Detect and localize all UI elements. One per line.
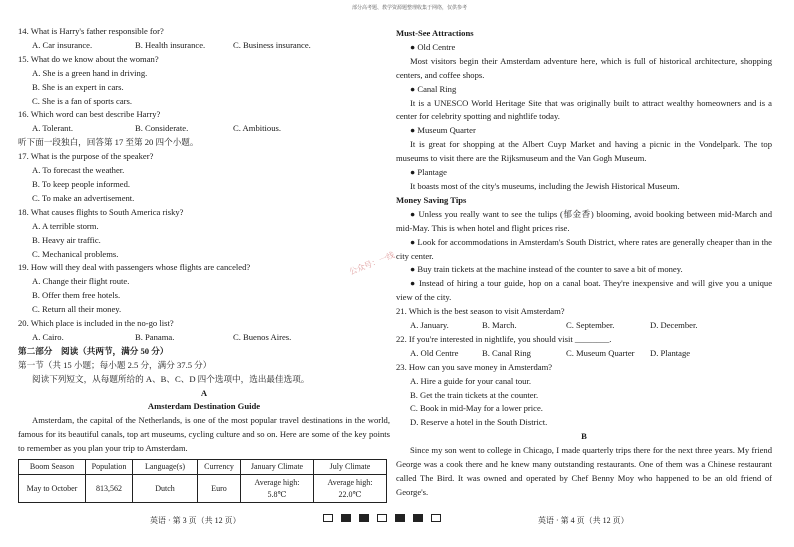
q16-option-a: A. Tolerant. xyxy=(32,123,74,134)
q22-option-a: A. Old Centre xyxy=(410,347,459,358)
q20-option-a: A. Cairo. xyxy=(32,331,64,342)
q23-option-d: D. Reserve a hotel in the South District. xyxy=(410,417,548,428)
q17-stem: 17. What is the purpose of the speaker? xyxy=(18,151,154,162)
table-header-population: Population xyxy=(86,460,133,475)
marker-square xyxy=(395,514,405,522)
attractions-heading: Must-See Attractions xyxy=(396,28,474,38)
q23-option-b: B. Get the train tickets at the counter. xyxy=(410,389,539,400)
q19-stem: 19. How will they deal with passengers whose flights are canceled? xyxy=(18,262,251,273)
table-cell-season: May to October xyxy=(19,475,86,503)
attraction-bullet: ● Canal Ring xyxy=(410,83,457,94)
attraction-desc: It is great for shopping at the Albert Cuyp Market and having a picnic in the Vondelpark. The top museums to visit there are the Rijksmuseum and the Van Gogh Museum. xyxy=(396,139,772,164)
tip-item: ● Unless you really want to see the tulips (郁金香) blooming, avoid booking between mid-March and mid-May. This is when hotel and flight prices rise. xyxy=(396,208,772,233)
marker-square xyxy=(413,514,423,522)
city-facts-table xyxy=(18,459,387,503)
q20-stem: 20. Which place is included in the no-go list? xyxy=(18,318,174,329)
passage-b-text: Since my son went to college in Chicago, I made quarterly trips there for the next three years. My friend George was a cook there and he knew many outstanding restaurants. One of them was a Chinese restaurant called The Bird. It was owned and operated by Chef Benny Moy who happened to be an old friend of George's. xyxy=(396,445,772,497)
q20-option-b: B. Panama. xyxy=(135,331,175,342)
right-page-footer: 英语 · 第 4 页（共 12 页） xyxy=(538,516,629,525)
table-cell-jan-climate xyxy=(241,475,314,503)
table-header-season: Boom Season xyxy=(19,460,86,475)
table-header-jan-climate: January Climate xyxy=(241,460,314,475)
guide-title: Amsterdam Destination Guide xyxy=(147,401,261,412)
table-header-language: Language(s) xyxy=(133,460,198,475)
q18-stem: 18. What causes flights to South America risky? xyxy=(18,206,184,217)
q22-stem: 22. If you're interested in nightlife, you should visit ________. xyxy=(396,333,612,344)
table-header-jul-climate: July Climate xyxy=(314,460,387,475)
top-note: 部分高考题、教学资源题整理收集于网络，仅供参考 xyxy=(352,6,468,11)
marker-square xyxy=(341,514,351,522)
attraction-name: Old Centre xyxy=(417,41,456,52)
section-one-heading: 第一节（共 15 小题；每小题 2.5 分，满分 37.5 分） xyxy=(18,359,212,370)
tip-item: ● Buy train tickets at the machine instead of the counter to save a bit of money. xyxy=(410,264,683,275)
q17-option-b: B. To keep people informed. xyxy=(32,178,131,189)
q19-option-c: C. Return all their money. xyxy=(32,304,122,315)
part-two-heading: 第二部分 阅读（共两节，满分 50 分） xyxy=(18,345,169,356)
q23-option-a: A. Hire a guide for your canal tour. xyxy=(410,375,531,386)
left-page xyxy=(18,25,390,503)
tip-item: ● Instead of hiring a tour guide, hop on a canal boat. They're inexpensive and will give you a unique view of the city. xyxy=(396,278,773,303)
table-cell-language: Dutch xyxy=(133,475,198,503)
attraction-desc: It boasts most of the city's museums, including the Jewish Historical Museum. xyxy=(410,180,680,191)
q14-option-c: C. Business insurance. xyxy=(233,39,311,50)
q21-option-a: A. January. xyxy=(410,320,449,331)
q21-options xyxy=(396,319,772,333)
q14-stem: 14. What is Harry's father responsible for? xyxy=(18,26,164,36)
q14-option-a: A. Car insurance. xyxy=(32,39,93,50)
watermark: 公众号：一线 xyxy=(348,250,396,277)
q22-options xyxy=(396,347,772,361)
attraction-name: Museum Quarter xyxy=(417,125,476,136)
table-cell-currency: Euro xyxy=(198,475,241,503)
q21-option-c: C. September. xyxy=(566,320,615,331)
attraction-desc: Most visitors begin their Amsterdam adventure here, which is full of historical architecture, shopping centers, and coffee shops. xyxy=(396,55,772,80)
marker-square xyxy=(323,514,333,522)
q22-option-d: D. Plantage xyxy=(650,347,691,358)
jul-climate-label: Average high: xyxy=(327,477,373,487)
q15-option-a: A. She is a green hand in driving. xyxy=(32,67,148,78)
q16-option-c: C. Ambitious. xyxy=(233,123,281,134)
tip-item: ● Look for accommodations in Amsterdam's South District, where rates are generally cheaper than in the city center. xyxy=(396,236,772,261)
attraction-name: Canal Ring xyxy=(417,83,457,94)
left-page-footer: 英语 · 第 3 页（共 12 页） xyxy=(150,516,241,525)
attraction-bullet: ● Museum Quarter xyxy=(410,125,476,136)
money-tips-heading: Money Saving Tips xyxy=(396,194,467,205)
listening-instruction: 听下面一段独白，回答第 17 至第 20 四个小题。 xyxy=(18,137,199,148)
page-marker-squares xyxy=(323,514,441,522)
q23-stem: 23. How can you save money in Amsterdam? xyxy=(396,361,553,372)
q19-option-a: A. Change their flight route. xyxy=(32,276,130,287)
attraction-bullet: ● Plantage xyxy=(410,167,447,178)
jul-climate-value: 22.0℃ xyxy=(338,489,362,499)
q14-options xyxy=(18,39,390,53)
q16-option-b: B. Considerate. xyxy=(135,123,189,134)
attraction-desc: It is a UNESCO World Heritage Site that was originally built to attract wealthy homeowners and is a center for celebrity spotting and nightlife today. xyxy=(396,97,772,122)
q21-option-b: B. March. xyxy=(482,320,517,331)
q17-option-a: A. To forecast the weather. xyxy=(32,165,125,176)
guide-intro: Amsterdam, the capital of the Netherlands, is one of the most popular travel destinations in the world, famous for its beautiful canals, top art museums, cycling culture and so on. Here are some of the key points to remember as you plan your trip to Amsterdam. xyxy=(18,415,390,454)
tip-text: Look for accommodations in Amsterdam's South District, where rates are generally cheaper than in the city center. xyxy=(396,236,772,261)
q22-option-b: B. Canal Ring xyxy=(482,347,531,358)
table-header-currency: Currency xyxy=(198,460,241,475)
q17-option-c: C. To make an advertisement. xyxy=(32,192,135,203)
jan-climate-value: 5.8℃ xyxy=(267,489,287,499)
q18-option-a: A. A terrible storm. xyxy=(32,220,99,231)
q16-stem: 16. Which word can best describe Harry? xyxy=(18,109,161,120)
q18-option-c: C. Mechanical problems. xyxy=(32,248,119,259)
q20-option-c: C. Buenos Aires. xyxy=(233,331,292,342)
q14-option-b: B. Health insurance. xyxy=(135,39,206,50)
marker-square xyxy=(359,514,369,522)
right-page xyxy=(396,27,772,500)
q15-stem: 15. What do we know about the woman? xyxy=(18,53,159,64)
attraction-bullet: ● Old Centre xyxy=(410,41,456,52)
q18-option-b: B. Heavy air traffic. xyxy=(32,234,101,245)
q20-options xyxy=(18,331,390,345)
q19-option-b: B. Offer them free hotels. xyxy=(32,290,121,301)
q21-option-d: D. December. xyxy=(650,320,698,331)
attraction-name: Plantage xyxy=(417,167,447,178)
table-cell-population: 813,562 xyxy=(86,475,133,503)
tip-text: Unless you really want to see the tulips (郁金香) blooming, avoid booking between mid-March and mid-May. This is when hotel and flight prices rise. xyxy=(396,208,772,233)
q23-option-c: C. Book in mid-May for a lower price. xyxy=(410,403,543,414)
q22-option-c: C. Museum Quarter xyxy=(566,347,635,358)
q16-options xyxy=(18,122,390,136)
jan-climate-label: Average high: xyxy=(254,477,300,487)
table-cell-jul-climate xyxy=(314,475,387,503)
marker-square xyxy=(431,514,441,522)
tip-text: Instead of hiring a tour guide, hop on a canal boat. They're inexpensive and will give you a unique view of the city. xyxy=(396,278,773,303)
marker-square xyxy=(377,514,387,522)
tip-text: Buy train tickets at the machine instead of the counter to save a bit of money. xyxy=(417,264,683,275)
reading-instruction: 阅读下列短文，从每题所给的 A、B、C、D 四个选项中，选出最佳选项。 xyxy=(32,373,310,384)
q21-stem: 21. Which is the best season to visit Amsterdam? xyxy=(396,306,565,317)
passage-b-letter: B xyxy=(581,431,587,442)
q15-option-b: B. She is an expert in cars. xyxy=(32,81,124,92)
passage-a-letter: A xyxy=(200,387,208,398)
q15-option-c: C. She is a fan of sports cars. xyxy=(32,95,133,106)
